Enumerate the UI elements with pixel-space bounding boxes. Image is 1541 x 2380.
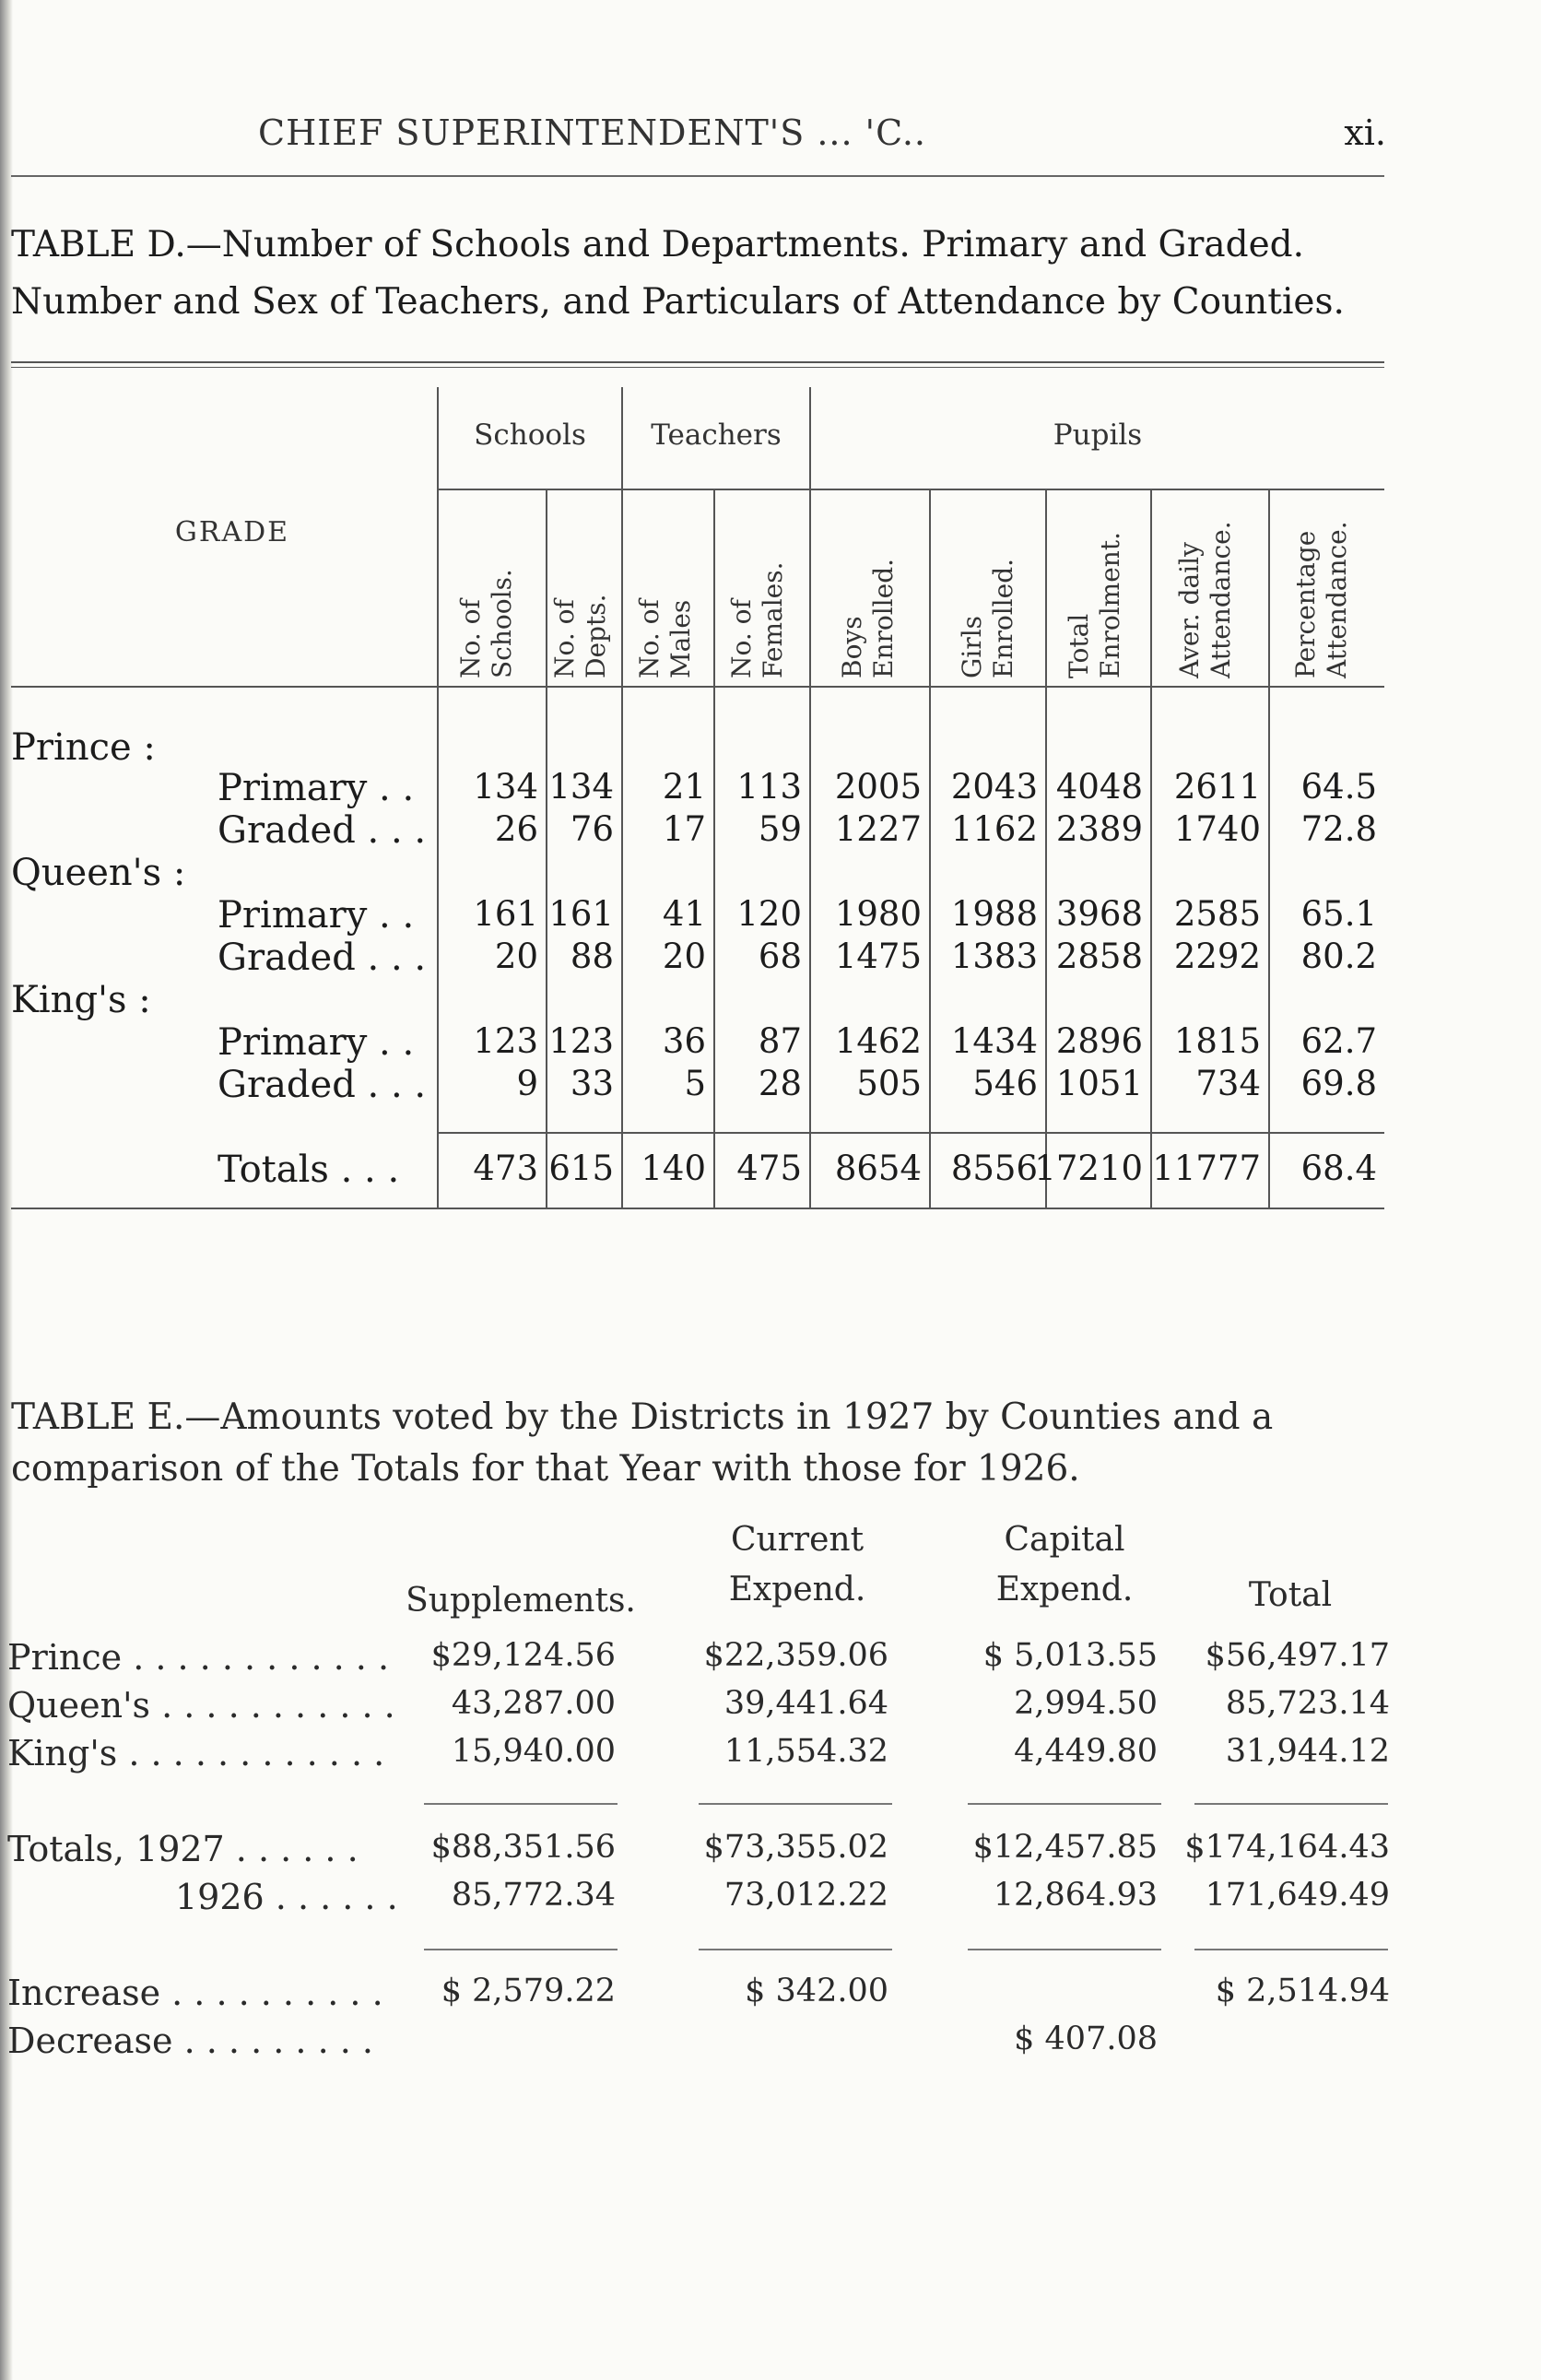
- cell-current: $73,355.02: [703, 1829, 888, 1866]
- col-header-no-depts: [549, 595, 612, 678]
- total-total-enrolment: 17210: [1034, 1149, 1143, 1188]
- cell-no-schools: 161: [473, 894, 538, 934]
- cell-total-enrolment: 2389: [1055, 809, 1143, 849]
- county-label: Queen's :: [11, 852, 186, 894]
- cell-capital: $12,457.85: [972, 1829, 1158, 1866]
- cell-no-depts: 161: [548, 894, 614, 934]
- col-header-line: Girls: [957, 615, 987, 678]
- diff-rule: [968, 1949, 1161, 1950]
- county-label: Prince :: [11, 726, 156, 769]
- col-header-line: No. of: [634, 599, 665, 678]
- col-header-total-enrolment: [1064, 532, 1126, 678]
- col-header-line: Enrolled.: [868, 558, 899, 678]
- cell-total: $174,164.43: [1184, 1829, 1390, 1866]
- cell-no-schools: 9: [516, 1064, 538, 1103]
- col-header-line: No. of: [549, 599, 580, 678]
- grade-label: Graded . . .: [218, 937, 427, 979]
- table-d-totals-rule: [437, 1132, 1384, 1134]
- col-header-aver-daily-attendance: [1174, 521, 1237, 678]
- header-current-1: Current: [730, 1521, 865, 1559]
- cell-girls-enrolled: 1988: [950, 894, 1038, 934]
- header-current-2: Expend.: [728, 1571, 866, 1608]
- diff-rule: [699, 1949, 892, 1950]
- cell-girls-enrolled: 1434: [950, 1021, 1038, 1061]
- cell-total: $ 2,514.94: [1215, 1973, 1390, 2009]
- col-header-line: Schools.: [487, 569, 517, 678]
- cell-no-males: 41: [662, 894, 706, 934]
- cell-current: $ 342.00: [745, 1973, 888, 2009]
- table-d-top-rule: [11, 361, 1384, 363]
- cell-aver-daily-attendance: 734: [1195, 1064, 1261, 1103]
- cell-no-females: 113: [736, 767, 802, 807]
- col-header-no-males: [634, 599, 697, 678]
- col-header-line: Depts.: [581, 594, 611, 678]
- col-header-no-schools: [455, 569, 518, 678]
- cell-total: 31,944.12: [1225, 1733, 1390, 1770]
- cell-total-enrolment: 4048: [1055, 767, 1143, 807]
- col-header-line: Boys: [837, 616, 867, 678]
- cell-no-males: 17: [662, 809, 706, 849]
- cell-supplements: $88,351.56: [430, 1829, 616, 1866]
- row-label: Queen's . . . . . . . . . . .: [7, 1685, 395, 1726]
- cell-current: 73,012.22: [723, 1877, 888, 1914]
- cell-no-depts: 76: [570, 809, 614, 849]
- cell-no-depts: 123: [548, 1021, 614, 1061]
- cell-no-males: 20: [662, 937, 706, 976]
- total-percentage-attendance: 68.4: [1300, 1149, 1377, 1188]
- sum-rule: [699, 1803, 892, 1805]
- cell-capital: $ 407.08: [1014, 2021, 1158, 2057]
- cell-percentage-attendance: 64.5: [1300, 767, 1377, 807]
- cell-aver-daily-attendance: 1740: [1173, 809, 1261, 849]
- cell-capital: 2,994.50: [1014, 1685, 1158, 1722]
- col-header-line: Enrolment.: [1095, 532, 1125, 678]
- cell-no-schools: 134: [473, 767, 538, 807]
- group-header-teachers: Teachers: [651, 418, 782, 452]
- group-header-pupils: Pupils: [1053, 418, 1143, 452]
- cell-supplements: 15,940.00: [451, 1733, 616, 1770]
- cell-current: 39,441.64: [723, 1685, 888, 1722]
- row-label: Increase . . . . . . . . . .: [7, 1973, 383, 2013]
- table-d-caption-line2: Number and Sex of Teachers, and Particulars of Attendance by Counties.: [11, 281, 1345, 323]
- page-number: xi.: [1344, 112, 1386, 153]
- cell-current: 11,554.32: [723, 1733, 888, 1770]
- cell-no-depts: 134: [548, 767, 614, 807]
- sum-rule: [424, 1803, 618, 1805]
- cell-percentage-attendance: 80.2: [1300, 937, 1377, 976]
- grade-label: Primary . .: [218, 767, 415, 809]
- cell-boys-enrolled: 505: [856, 1064, 922, 1103]
- cell-no-males: 5: [684, 1064, 706, 1103]
- table-d-group-rule: [437, 489, 1384, 490]
- cell-total-enrolment: 1051: [1055, 1064, 1143, 1103]
- cell-girls-enrolled: 2043: [950, 767, 1038, 807]
- header-supplements: Supplements.: [406, 1582, 636, 1620]
- col-header-boys-enrolled: [837, 559, 900, 678]
- total-girls-enrolled: 8556: [950, 1149, 1038, 1188]
- group-header-schools: Schools: [474, 418, 586, 452]
- cell-no-males: 36: [662, 1021, 706, 1061]
- row-label: Totals, 1927 . . . . . .: [7, 1829, 359, 1869]
- col-header-percentage-attendance: [1290, 521, 1353, 678]
- cell-no-males: 21: [662, 767, 706, 807]
- cell-total-enrolment: 2858: [1055, 937, 1143, 976]
- cell-supplements: 85,772.34: [451, 1877, 616, 1914]
- county-label: King's :: [11, 979, 151, 1021]
- diff-rule: [424, 1949, 618, 1950]
- table-e-caption-line2: comparison of the Totals for that Year with those for 1926.: [11, 1448, 1080, 1490]
- cell-percentage-attendance: 62.7: [1300, 1021, 1377, 1061]
- row-label: 1926 . . . . . .: [175, 1877, 398, 1917]
- cell-supplements: $29,124.56: [430, 1637, 616, 1674]
- cell-total-enrolment: 3968: [1055, 894, 1143, 934]
- cell-no-females: 59: [758, 809, 802, 849]
- col-header-line: No. of: [455, 599, 486, 678]
- cell-no-schools: 26: [494, 809, 538, 849]
- cell-no-schools: 20: [494, 937, 538, 976]
- total-boys-enrolled: 8654: [834, 1149, 922, 1188]
- cell-aver-daily-attendance: 2611: [1173, 767, 1261, 807]
- cell-boys-enrolled: 1227: [834, 809, 922, 849]
- grade-label: Primary . .: [218, 1021, 415, 1064]
- row-label: King's . . . . . . . . . . . .: [7, 1733, 385, 1773]
- header-capital-2: Expend.: [995, 1571, 1134, 1608]
- cell-aver-daily-attendance: 2292: [1173, 937, 1261, 976]
- header-capital-1: Capital: [1004, 1521, 1125, 1559]
- cell-boys-enrolled: 1475: [834, 937, 922, 976]
- diff-rule: [1194, 1949, 1388, 1950]
- header-rule: [11, 175, 1384, 177]
- table-d: [11, 361, 1384, 1220]
- col-header-line: Attendance.: [1322, 521, 1352, 678]
- cell-total-enrolment: 2896: [1055, 1021, 1143, 1061]
- col-header-line: Males: [665, 599, 696, 678]
- total-no-females: 475: [736, 1149, 802, 1188]
- table-d-head-rule: [11, 686, 1384, 688]
- col-header-line: Aver. daily: [1174, 542, 1205, 678]
- sum-rule: [968, 1803, 1161, 1805]
- cell-boys-enrolled: 1980: [834, 894, 922, 934]
- col-header-line: Enrolled.: [988, 558, 1018, 678]
- grade-label: Graded . . .: [218, 809, 427, 852]
- cell-girls-enrolled: 1162: [950, 809, 1038, 849]
- cell-supplements: 43,287.00: [451, 1685, 616, 1722]
- col-header-line: Attendance.: [1206, 521, 1236, 678]
- cell-supplements: $ 2,579.22: [441, 1973, 616, 2009]
- col-header-girls-enrolled: [957, 559, 1019, 678]
- col-header-no-females: [726, 561, 789, 678]
- cell-capital: 12,864.93: [993, 1877, 1158, 1914]
- cell-current: $22,359.06: [703, 1637, 888, 1674]
- cell-percentage-attendance: 65.1: [1300, 894, 1377, 934]
- cell-no-females: 120: [736, 894, 802, 934]
- running-head: CHIEF SUPERINTENDENT'S ... 'C..: [258, 112, 926, 153]
- col-header-line: No. of: [726, 599, 757, 678]
- cell-percentage-attendance: 72.8: [1300, 809, 1377, 849]
- cell-boys-enrolled: 1462: [834, 1021, 922, 1061]
- totals-label: Totals . . .: [218, 1149, 400, 1191]
- table-e: [0, 1512, 1401, 2102]
- cell-no-depts: 33: [570, 1064, 614, 1103]
- cell-aver-daily-attendance: 1815: [1173, 1021, 1261, 1061]
- total-no-schools: 473: [473, 1149, 538, 1188]
- cell-capital: $ 5,013.55: [982, 1637, 1158, 1674]
- total-no-males: 140: [641, 1149, 706, 1188]
- row-label: Prince . . . . . . . . . . . .: [7, 1637, 390, 1678]
- total-no-depts: 615: [548, 1149, 614, 1188]
- grade-header: GRADE: [174, 516, 290, 548]
- col-header-line: Total: [1064, 613, 1094, 678]
- cell-girls-enrolled: 1383: [950, 937, 1038, 976]
- row-label: Decrease . . . . . . . . .: [7, 2021, 373, 2061]
- grade-label: Graded . . .: [218, 1064, 427, 1106]
- col-header-line: Females.: [758, 561, 788, 678]
- cell-total: 85,723.14: [1225, 1685, 1390, 1722]
- table-e-caption-line1: TABLE E.—Amounts voted by the Districts in 1927 by Counties and a: [11, 1396, 1274, 1438]
- total-aver-daily-attendance: 11777: [1152, 1149, 1261, 1188]
- table-d-caption-line1: TABLE D.—Number of Schools and Departments. Primary and Graded.: [11, 224, 1305, 265]
- cell-total: $56,497.17: [1205, 1637, 1390, 1674]
- col-header-line: Percentage: [1290, 530, 1321, 678]
- cell-boys-enrolled: 2005: [834, 767, 922, 807]
- grade-label: Primary . .: [218, 894, 415, 937]
- cell-total: 171,649.49: [1205, 1877, 1390, 1914]
- cell-no-schools: 123: [473, 1021, 538, 1061]
- cell-capital: 4,449.80: [1014, 1733, 1158, 1770]
- cell-percentage-attendance: 69.8: [1300, 1064, 1377, 1103]
- table-d-bottom-rule: [11, 1208, 1384, 1209]
- cell-no-females: 68: [758, 937, 802, 976]
- header-total: Total: [1248, 1576, 1333, 1614]
- table-d-top-rule-2: [11, 367, 1384, 368]
- cell-no-females: 28: [758, 1064, 802, 1103]
- cell-girls-enrolled: 546: [972, 1064, 1038, 1103]
- cell-no-females: 87: [758, 1021, 802, 1061]
- sum-rule: [1194, 1803, 1388, 1805]
- cell-aver-daily-attendance: 2585: [1173, 894, 1261, 934]
- cell-no-depts: 88: [570, 937, 614, 976]
